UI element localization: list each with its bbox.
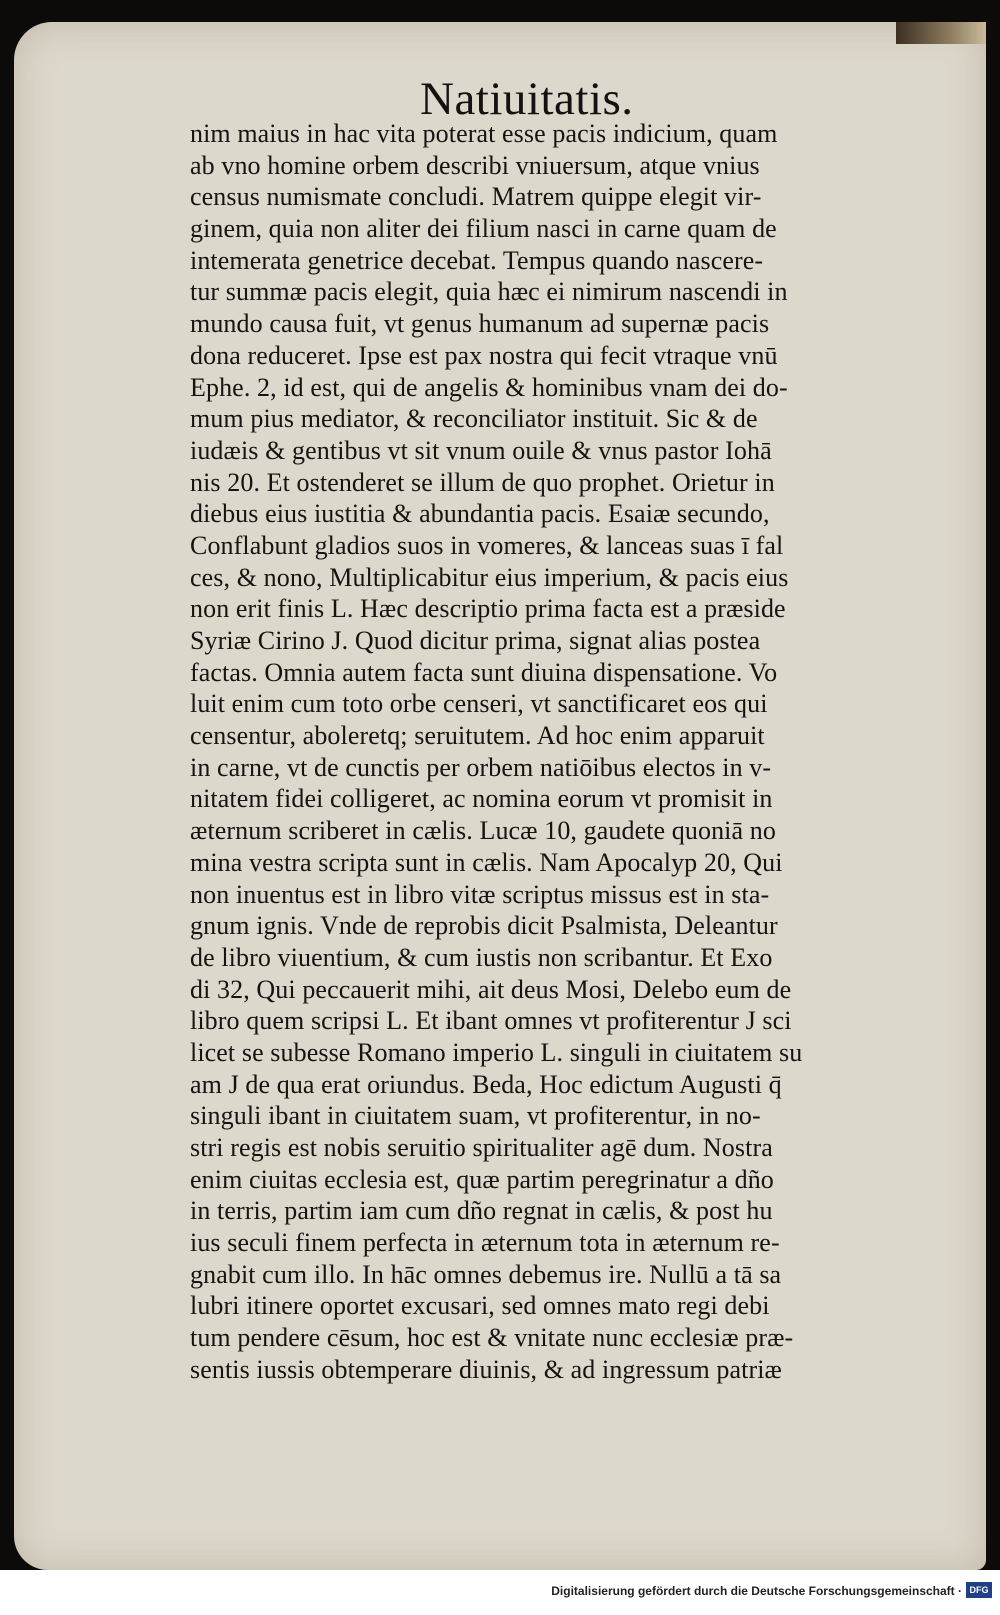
text-line: dona reduceret. Ipse est pax nostra qui fecit vtraque vnū <box>190 340 778 370</box>
text-line: ius seculi finem perfecta in æternum tota in æternum re- <box>190 1228 780 1258</box>
text-line: tum pendere cēsum, hoc est & vnitate nunc ecclesiæ præ- <box>190 1323 794 1353</box>
text-line: gnabit cum illo. In hāc omnes debemus ire. Nullū a tā sa <box>190 1259 782 1289</box>
text-line: æternum scriberet in cælis. Lucæ 10, gaudete quoniā no <box>190 816 776 846</box>
funding-credit: Digitalisierung gefördert durch die Deutsche Forschungsgemeinschaft · <box>551 1584 962 1598</box>
text-line: in carne, vt de cunctis per orbem natiōibus electos in v- <box>190 752 772 782</box>
page-corner-edge <box>896 22 986 44</box>
text-line: non erit finis L. Hæc descriptio prima facta est a præside <box>190 594 786 624</box>
text-line: mum pius mediator, & reconciliator instituit. Sic & de <box>190 404 758 434</box>
text-line: ces, & nono, Multiplicabitur eius imperium, & pacis eius <box>190 562 789 592</box>
running-head: Natiuitatis. <box>420 73 634 125</box>
text-line: Syriæ Cirino J. Quod dicitur prima, signat alias postea <box>190 626 761 655</box>
text-line: de libro viuentium, & cum iustis non scribantur. Et Exo <box>190 942 773 972</box>
text-line: ab vno homine orbem describi vniuersum, atque vnius <box>190 150 760 180</box>
text-line: nitatem fidei colligeret, ac nomina eorum vt promisit in <box>190 784 773 814</box>
text-line: enim ciuitas ecclesia est, quæ partim peregrinatur a dño <box>190 1164 774 1194</box>
text-line: licet se subesse Romano imperio L. singuli in ciuitatem su <box>190 1037 803 1067</box>
text-line: Conflabunt gladios suos in vomeres, & lanceas suas ī fal <box>190 530 784 560</box>
text-line: factas. Omnia autem facta sunt diuina dispensatione. Vo <box>190 657 778 687</box>
dfg-logo-icon: DFG <box>966 1582 992 1598</box>
text-line: sentis iussis obtemperare diuinis, & ad ingressum patriæ <box>190 1354 782 1384</box>
text-line: am J de qua erat oriundus. Beda, Hoc edictum Augusti q̄ <box>190 1069 782 1099</box>
text-line: census numismate concludi. Matrem quippe elegit vir- <box>190 182 762 212</box>
text-line: Ephe. 2, id est, qui de angelis & hominibus vnam dei do- <box>190 372 788 402</box>
text-line: singuli ibant in ciuitatem suam, vt profiterentur, in no- <box>190 1101 761 1131</box>
text-line: censentur, aboleretq; seruitutem. Ad hoc enim apparuit <box>190 721 765 751</box>
digitization-footer <box>0 1570 1000 1615</box>
text-line: mina vestra scripta sunt in cælis. Nam Apocalyp 20, Qui <box>190 847 783 877</box>
text-line: intemerata genetrice decebat. Tempus quando nascere- <box>190 245 764 275</box>
text-body <box>190 118 900 1386</box>
text-line: tur summæ pacis elegit, quia hæc ei nimirum nascendi in <box>190 277 788 307</box>
text-line: mundo causa fuit, vt genus humanum ad supernæ pacis <box>190 309 770 339</box>
text-line: nim maius in hac vita poterat esse pacis indicium, quam <box>190 119 778 148</box>
text-line: iudæis & gentibus vt sit vnum ouile & vnus pastor Iohā <box>190 435 772 465</box>
text-line: stri regis est nobis seruitio spiritualiter agē dum. Nostra <box>190 1133 773 1162</box>
text-line: gnum ignis. Vnde de reprobis dicit Psalmista, Deleantur <box>190 911 778 941</box>
text-line: luit enim cum toto orbe censeri, vt sanctificaret eos qui <box>190 689 768 719</box>
text-line: libro quem scripsi L. Et ibant omnes vt profiterentur J sci <box>190 1006 792 1036</box>
text-line: nis 20. Et ostenderet se illum de quo prophet. Orietur in <box>190 467 775 497</box>
text-line: in terris, partim iam cum dño regnat in cælis, & post hu <box>190 1196 773 1226</box>
text-line: lubri itinere oportet excusari, sed omnes mato regi debi <box>190 1291 770 1321</box>
text-line: di 32, Qui peccauerit mihi, ait deus Mosi, Delebo eum de <box>190 974 792 1004</box>
text-line: ginem, quia non aliter dei filium nasci in carne quam de <box>190 214 777 244</box>
text-line: non inuentus est in libro vitæ scriptus missus est in sta- <box>190 879 770 909</box>
text-line: diebus eius iustitia & abundantia pacis. Esaiæ secundo, <box>190 499 770 529</box>
